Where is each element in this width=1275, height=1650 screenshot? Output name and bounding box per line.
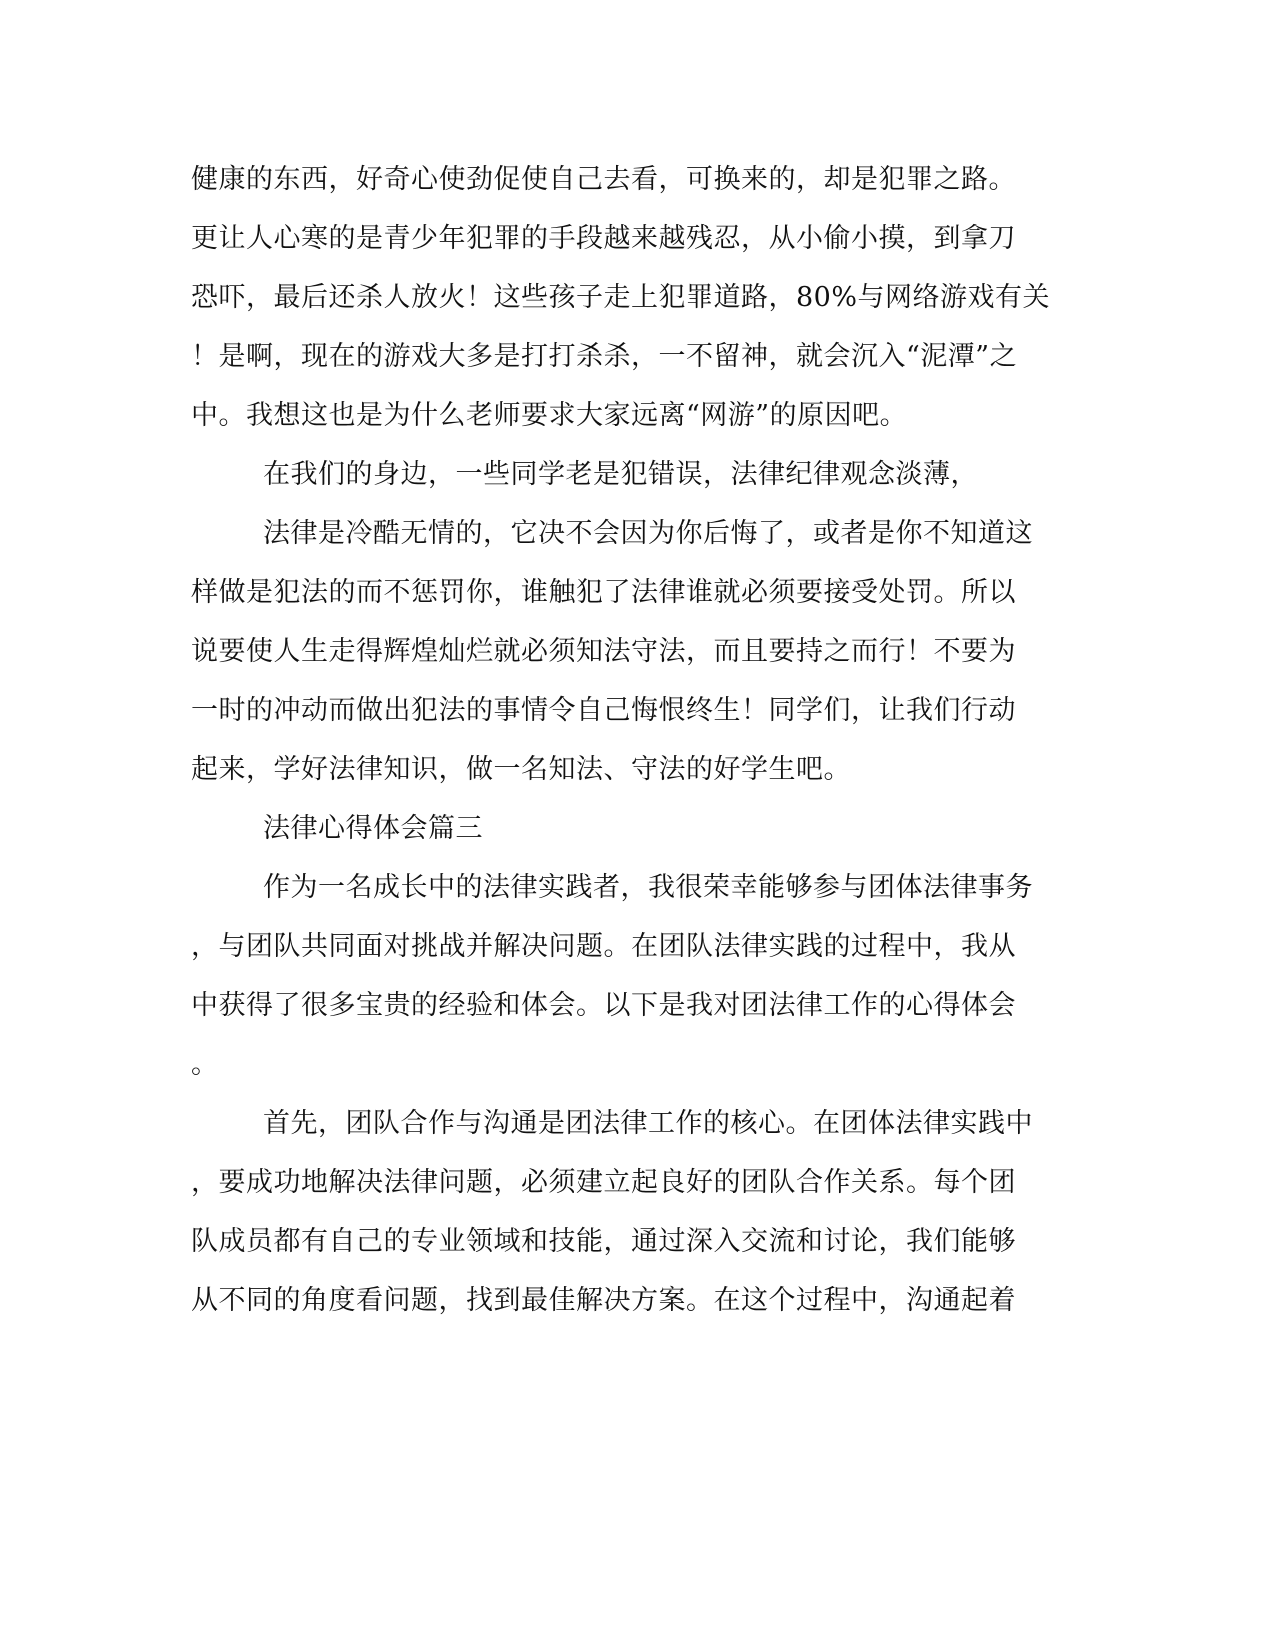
text-line: 更让人心寒的是青少年犯罪的手段越来越残忍，从小偷小摸，到拿刀 — [191, 223, 1016, 254]
text-line: 法律是冷酷无情的，它决不会因为你后悔了，或者是你不知道这 — [263, 518, 1033, 549]
text-line: 从不同的角度看问题，找到最佳解决方案。在这个过程中，沟通起着 — [191, 1285, 1016, 1316]
text-line: 作为一名成长中的法律实践者，我很荣幸能够参与团体法律事务 — [263, 872, 1033, 903]
text-line: 中获得了很多宝贵的经验和体会。以下是我对团法律工作的心得体会 — [191, 990, 1016, 1021]
text-line: 一时的冲动而做出犯法的事情令自己悔恨终生！同学们，让我们行动 — [191, 695, 1016, 726]
text-line: 在我们的身边，一些同学老是犯错误，法律纪律观念淡薄， — [263, 459, 978, 490]
text-line: 首先，团队合作与沟通是团法律工作的核心。在团体法律实践中 — [263, 1108, 1033, 1139]
section-heading: 法律心得体会篇三 — [263, 813, 483, 844]
text-line: 样做是犯法的而不惩罚你，谁触犯了法律谁就必须要接受处罚。所以 — [191, 577, 1016, 608]
text-line: 恐吓，最后还杀人放火！这些孩子走上犯罪道路，80%与网络游戏有关 — [191, 282, 1051, 313]
text-line: 队成员都有自己的专业领域和技能，通过深入交流和讨论，我们能够 — [191, 1226, 1016, 1257]
text-line: ，要成功地解决法律问题，必须建立起良好的团队合作关系。每个团 — [191, 1167, 1016, 1198]
text-line: 起来，学好法律知识，做一名知法、守法的好学生吧。 — [191, 754, 851, 785]
text-line: ！是啊，现在的游戏大多是打打杀杀，一不留神，就会沉入“泥潭”之 — [191, 341, 1018, 372]
text-line: 中。我想这也是为什么老师要求大家远离“网游”的原因吧。 — [191, 400, 908, 431]
text-line: 健康的东西，好奇心使劲促使自己去看，可换来的，却是犯罪之路。 — [191, 164, 1016, 195]
text-line: 。 — [191, 1049, 219, 1080]
text-line: ，与团队共同面对挑战并解决问题。在团队法律实践的过程中，我从 — [191, 931, 1016, 962]
text-line: 说要使人生走得辉煌灿烂就必须知法守法，而且要持之而行！不要为 — [191, 636, 1016, 667]
